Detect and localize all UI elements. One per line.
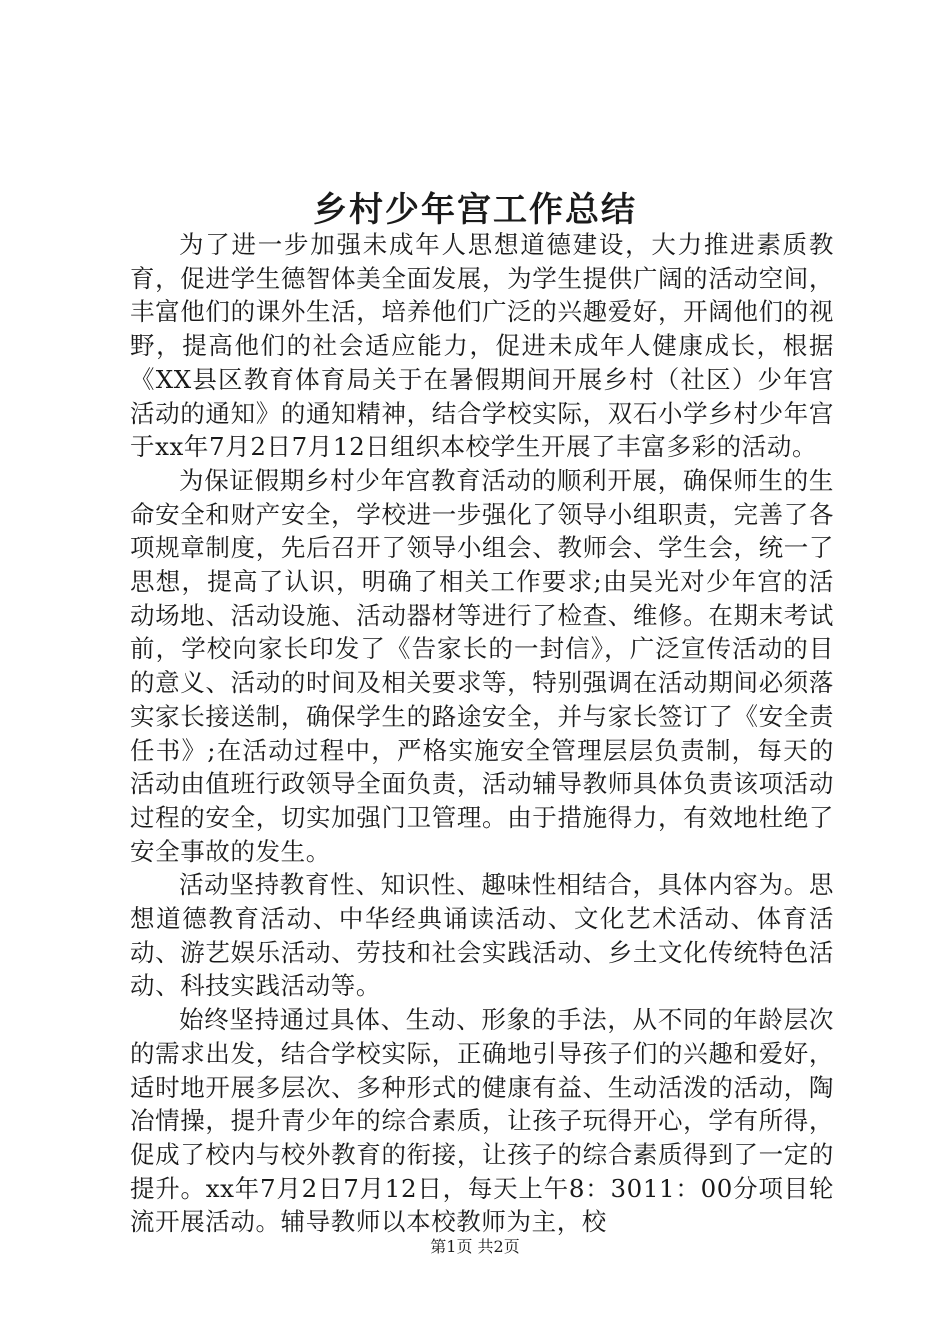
- paragraph-4: 始终坚持通过具体、生动、形象的手法，从不同的年龄层次的需求出发，结合学校实际，正确地引导孩子们的兴趣和爱好，适时地开展多层次、多种形式的健康有益、生动活泼的活动，陶冶情操，提升青少年的综合素质，让孩子玩得开心，学有所得，促成了校内与校外教育的衔接，让孩子的综合素质得到了一定的提升。xx年7月2日7月12日，每天上午8：3011：00分项目轮流开展活动。辅导教师以本校教师为主，校: [130, 1005, 834, 1237]
- paragraph-1: 为了进一步加强未成年人思想道德建设，大力推进素质教育，促进学生德智体美全面发展，为学生提供广阔的活动空间，丰富他们的课外生活，培养他们广泛的兴趣爱好，开阔他们的视野，提高他们的社会适应能力，促进未成年人健康成长，根据《XX县区教育体育局关于在暑假期间开展乡村（社区）少年宫活动的通知》的通知精神，结合学校实际，双石小学乡村少年宫于xx年7月2日7月12日组织本校学生开展了丰富多彩的活动。: [130, 230, 834, 462]
- document-body: [130, 228, 834, 1239]
- document-title: 乡村少年宫工作总结: [313, 190, 637, 230]
- page-footer: [0, 1236, 950, 1258]
- page-indicator: 第1页 共2页: [430, 1237, 520, 1256]
- paragraph-3: 活动坚持教育性、知识性、趣味性相结合，具体内容为。思想道德教育活动、中华经典诵读活动、文化艺术活动、体育活动、游艺娱乐活动、劳技和社会实践活动、乡土文化传统特色活动、科技实践活动等。: [130, 870, 834, 1001]
- paragraph-2: 为保证假期乡村少年宫教育活动的顺利开展，确保师生的生命安全和财产安全，学校进一步强化了领导小组职责，完善了各项规章制度，先后召开了领导小组会、教师会、学生会，统一了思想，提高了认识，明确了相关工作要求;由吴光对少年宫的活动场地、活动设施、活动器材等进行了检查、维修。在期末考试前，学校向家长印发了《告家长的一封信》，广泛宣传活动的目的意义、活动的时间及相关要求等，特别强调在活动期间必须落实家长接送制，确保学生的路途安全，并与家长签订了《安全责任书》;在活动过程中，严格实施安全管理层层负责制，每天的活动由值班行政领导全面负责，活动辅导教师具体负责该项活动过程的安全，切实加强门卫管理。由于措施得力，有效地杜绝了安全事故的发生。: [130, 465, 834, 866]
